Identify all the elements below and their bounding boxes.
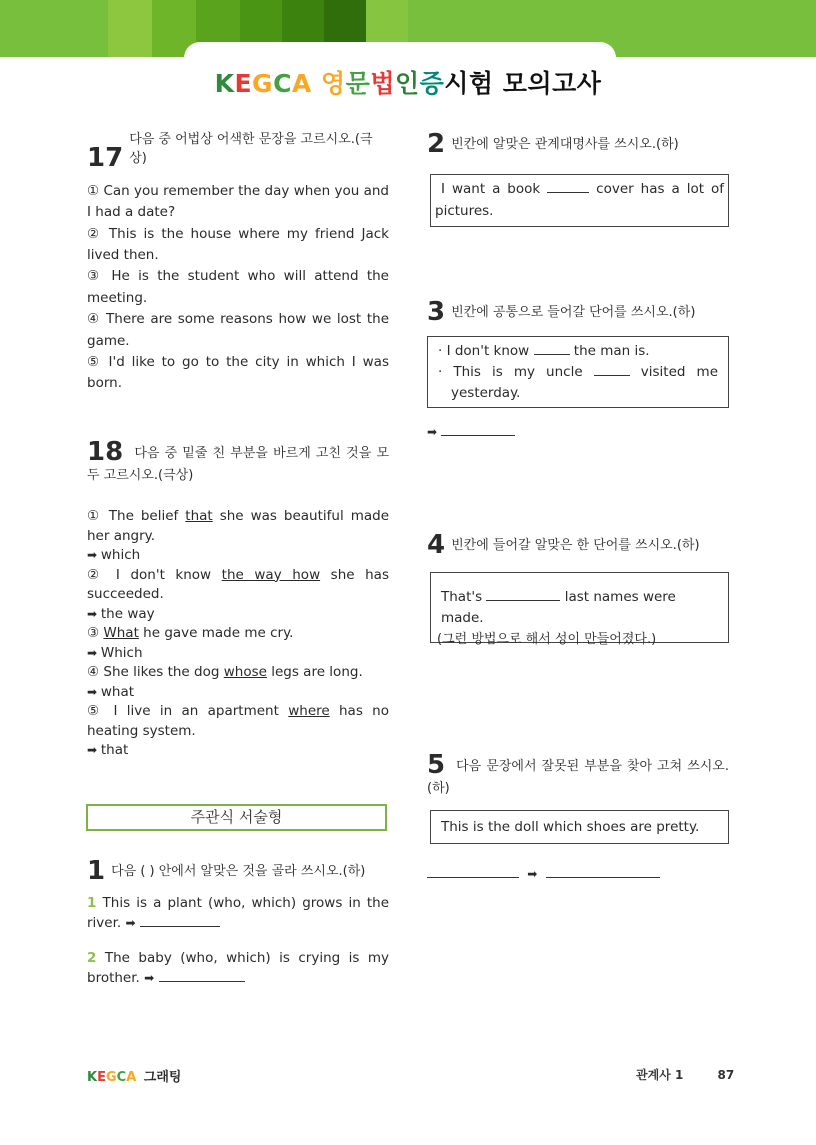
choice-text: ① The belief: [87, 508, 186, 524]
sub-item-text: This is a plant (who, which) grows in the river.: [87, 895, 390, 931]
subjective-5-answer: [427, 866, 660, 882]
box-text: This is the doll which shoes are pretty.: [441, 819, 700, 835]
box-text: visited me yesterday.: [451, 364, 718, 401]
correction-text: that: [100, 742, 129, 758]
underlined-part: whose: [223, 664, 267, 680]
question-17: [87, 131, 389, 395]
box-text: That's: [441, 589, 487, 605]
title-part: 모의고사: [493, 69, 602, 98]
subjective-2-header: [427, 131, 729, 157]
choice-text: has no heating system.: [87, 703, 390, 739]
choice-item[interactable]: ⑤ I'd like to go to the city in which I was born.: [87, 353, 389, 392]
question-number: 1: [87, 856, 106, 886]
title-part: E: [234, 69, 253, 98]
correction-line: [87, 644, 389, 664]
choice-list: [87, 181, 389, 395]
choice-item[interactable]: [87, 702, 389, 741]
sub-item-number: 1: [87, 895, 97, 911]
answer-blank[interactable]: [427, 868, 519, 878]
question-prompt: 빈칸에 들어갈 알맞은 한 단어를 쓰시오.(하): [451, 538, 700, 554]
title-part: A: [291, 69, 312, 98]
title-part: G: [252, 69, 274, 98]
title-part: 문: [345, 69, 371, 98]
choice-item[interactable]: [87, 566, 389, 605]
underlined-part: the way how: [221, 566, 321, 583]
subjective-1: [87, 858, 389, 988]
brand-letter: C: [116, 1070, 127, 1085]
subjective-4-header: [427, 532, 729, 558]
underlined-part: What: [103, 625, 139, 641]
arrow-icon: ➡: [87, 645, 101, 660]
answer-blank[interactable]: [594, 366, 630, 376]
box-line-1: [438, 341, 718, 362]
arrow-icon: ➡: [87, 743, 101, 757]
title-part: 영: [321, 69, 346, 98]
answer-blank[interactable]: [547, 183, 589, 193]
question-number: 18: [87, 437, 124, 467]
banner-stripe: [108, 0, 152, 57]
answer-blank[interactable]: [534, 345, 570, 355]
brand-letter: K: [87, 1070, 98, 1085]
answer-blank[interactable]: [159, 972, 245, 982]
subjective-4-box: [430, 572, 729, 647]
arrow-icon: ➡: [125, 915, 136, 930]
title-part: 증: [419, 69, 445, 98]
page-number: 87: [717, 1068, 735, 1082]
subjective-5-header: [427, 752, 729, 800]
choice-text: ② I don't know: [87, 566, 222, 583]
correction-text: which: [100, 547, 141, 563]
box-line-2: [438, 362, 718, 404]
arrow-icon: ➡: [527, 867, 538, 881]
choice-item[interactable]: [87, 507, 389, 546]
subjective-3-header: [427, 299, 729, 325]
choice-list: [87, 507, 389, 761]
choice-item[interactable]: [87, 663, 389, 683]
choice-text: she was beautiful made her angry.: [87, 508, 389, 544]
choice-item[interactable]: ② This is the house where my friend Jack lived then.: [87, 225, 389, 263]
brand-letter: E: [97, 1070, 106, 1085]
title-part: C: [273, 69, 292, 98]
sub-item-1: [87, 894, 389, 933]
arrow-icon: ➡: [87, 684, 101, 699]
box-text: the man is.: [569, 343, 650, 359]
footer-brand: [87, 1066, 181, 1085]
question-number: 5: [427, 750, 446, 780]
title-part: K: [214, 69, 235, 98]
correction-line: [87, 605, 389, 625]
choice-item[interactable]: ① Can you remember the day when you and I had a date?: [87, 182, 389, 221]
page-title: [0, 64, 816, 100]
arrow-icon: ➡: [87, 548, 101, 562]
question-number: 2: [427, 129, 446, 159]
subjective-3-box: [427, 336, 729, 408]
footer-brand-suffix: 그래팅: [143, 1070, 182, 1085]
correction-line: [87, 546, 389, 566]
question-number: 17: [87, 142, 124, 173]
title-part: 시험: [444, 69, 494, 98]
arrow-icon: ➡: [87, 606, 101, 621]
question-prompt: 다음 문장에서 잘못된 부분을 찾아 고쳐 쓰시오.(하): [427, 759, 729, 796]
title-part: 법: [370, 69, 395, 98]
choice-item[interactable]: ③ He is the student who will attend the meeting.: [87, 268, 389, 306]
brand-letter: A: [126, 1070, 137, 1085]
subjective-5-box: [430, 810, 729, 844]
footer-brand-logo: [87, 1070, 136, 1085]
question-number: 3: [427, 297, 446, 327]
answer-blank[interactable]: [546, 868, 660, 878]
title-part: [312, 69, 321, 98]
sub-item-number: 2: [87, 950, 97, 966]
arrow-icon: ➡: [144, 970, 155, 985]
answer-blank[interactable]: [486, 591, 560, 601]
choice-text: he gave made me cry.: [138, 625, 294, 641]
correction-text: what: [100, 683, 135, 700]
footer-section: 관계사 1: [636, 1068, 684, 1082]
choice-item[interactable]: [87, 624, 389, 644]
sub-item-2: [87, 949, 389, 988]
box-text: cover has a lot of pictures.: [435, 181, 724, 219]
choice-text: ⑤ I live in an apartment: [87, 703, 289, 719]
box-line-1: [437, 587, 722, 629]
choice-item[interactable]: ④ There are some reasons how we lost the game.: [87, 311, 389, 349]
correction-text: Which: [100, 644, 143, 661]
title-part: 인: [394, 69, 420, 98]
question-18: [87, 439, 389, 761]
choice-text: she has succeeded.: [87, 566, 389, 602]
correction-line: [87, 683, 389, 703]
box-line-2: (그런 방법으로 해서 성이 만들어졌다.): [437, 632, 657, 647]
subjective-3-answer: [427, 424, 515, 440]
question-prompt: 다음 중 어법상 어색한 문장을 고르시오.(극상): [129, 132, 373, 166]
footer-pagination: [636, 1066, 734, 1083]
correction-line: [87, 741, 389, 761]
box-text: · This is my uncle: [438, 364, 594, 380]
box-text: last names were made.: [441, 589, 676, 626]
question-prompt: 다음 ( ) 안에서 알맞은 것을 골라 쓰시오.(하): [111, 864, 366, 880]
question-prompt: 다음 중 밑줄 친 부분을 바르게 고친 것을 모두 고르시오.(극상): [87, 446, 389, 483]
answer-blank[interactable]: [441, 426, 515, 436]
arrow-icon: ➡: [427, 425, 438, 439]
underlined-part: where: [288, 703, 330, 719]
answer-blank[interactable]: [140, 917, 220, 927]
choice-text: ④ She likes the dog: [87, 664, 224, 680]
box-text: · I don't know: [438, 343, 534, 359]
subjective-2-box: [430, 174, 729, 227]
correction-text: the way: [100, 605, 155, 622]
question-number: 4: [427, 530, 446, 560]
choice-text: ③: [87, 625, 104, 641]
underlined-part: that: [185, 508, 213, 524]
box-text: I want a book: [441, 181, 548, 197]
choice-text: legs are long.: [266, 664, 363, 680]
question-prompt: 빈칸에 알맞은 관계대명사를 쓰시오.(하): [451, 137, 679, 153]
section-heading: 주관식 서술형: [86, 804, 387, 831]
brand-letter: G: [105, 1070, 117, 1085]
question-prompt: 빈칸에 공통으로 들어갈 단어를 쓰시오.(하): [451, 305, 696, 321]
sub-item-text: The baby (who, which) is crying is my brother.: [87, 950, 390, 986]
